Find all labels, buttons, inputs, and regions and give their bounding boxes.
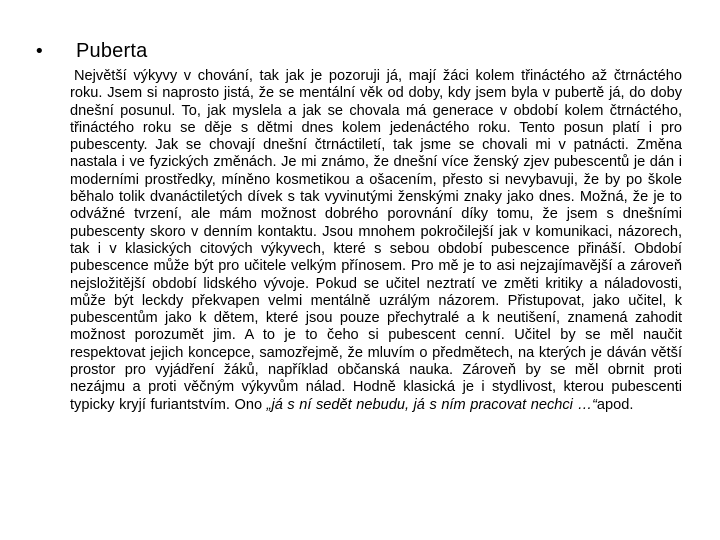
body-paragraph [70,68,682,414]
bullet-icon: • [34,41,45,62]
slide-heading: Puberta [76,40,148,62]
quote-italic-text: „já s ní sedět nebudu, já s ním pracovat nechci …“ [266,396,597,413]
heading-row [34,40,147,63]
paragraph-end-text: apod. [596,396,634,413]
paragraph-main-text: Největší výkyvy v chování, tak jak je pozoruji já, mají žáci kolem třináctého až čtrnáctého roku. Jsem si naprosto jistá, že se mentální věk od doby, kdy jsem byla v pubertě já, do doby dnešní posunul. To, jak myslela a jak se chovala má generace v období kolem čtrnáctého, třináctého roku se děje s dětmi dnes kolem jedenáctého roku. Tento posun platí i pro pubescenty. Jak se chovají dnešní čtrnáctiletí, tak jsme se chovali mi v patnácti. Změna nastala i ve fyzických změnách. Je mi známo, že dnešní více ženský zjev pubescentů je dán i moderními prostředky, míněno kosmetikou a ošacením, přesto si nevybavuji, že by po škole běhalo tolik dvanáctiletých dívek s tak vyvinutými ženskými znaky jako dnes. Možná, že je to odvážné tvrzení, ale mám možnost dobrého porovnání díky tomu, že jsem s dnešními pubescenty skoro v denním kontaktu. Jsou mnohem pokročilejší jak v komunikaci, názorech, tak i v klasických citových výkyvech, které s sebou období pubescence přináší. Období pubescence může být pro učitele velkým přínosem. Pro mě je to asi nejzajímavější a zároveň nejsložitější období lidského vývoje. Pokud se učitel neztratí ve změti kritiky a náladovosti, může být leckdy překvapen velmi mentálně uzrálým názorem. Přistupovat, jako učitel, k pubescentům jako k dětem, které jsou pouze přechytralé a k neutišení, znamená zahodit možnost porozumět jim. A to je to čeho si pubescent cenní. Učitel by se měl naučit respektovat jejich koncepce, samozřejmě, že mluvím o předmětech, na kterých je dáván větší prostor pro vyjádření žáků, například občanská nauka. Zároveň by se měl obrnit proti nezájmu a proti věčným výkyvům nálad. Hodně klasická je i stydlivost, kterou pubescenti typicky kryjí furiantstvím. Ono [70,68,682,413]
